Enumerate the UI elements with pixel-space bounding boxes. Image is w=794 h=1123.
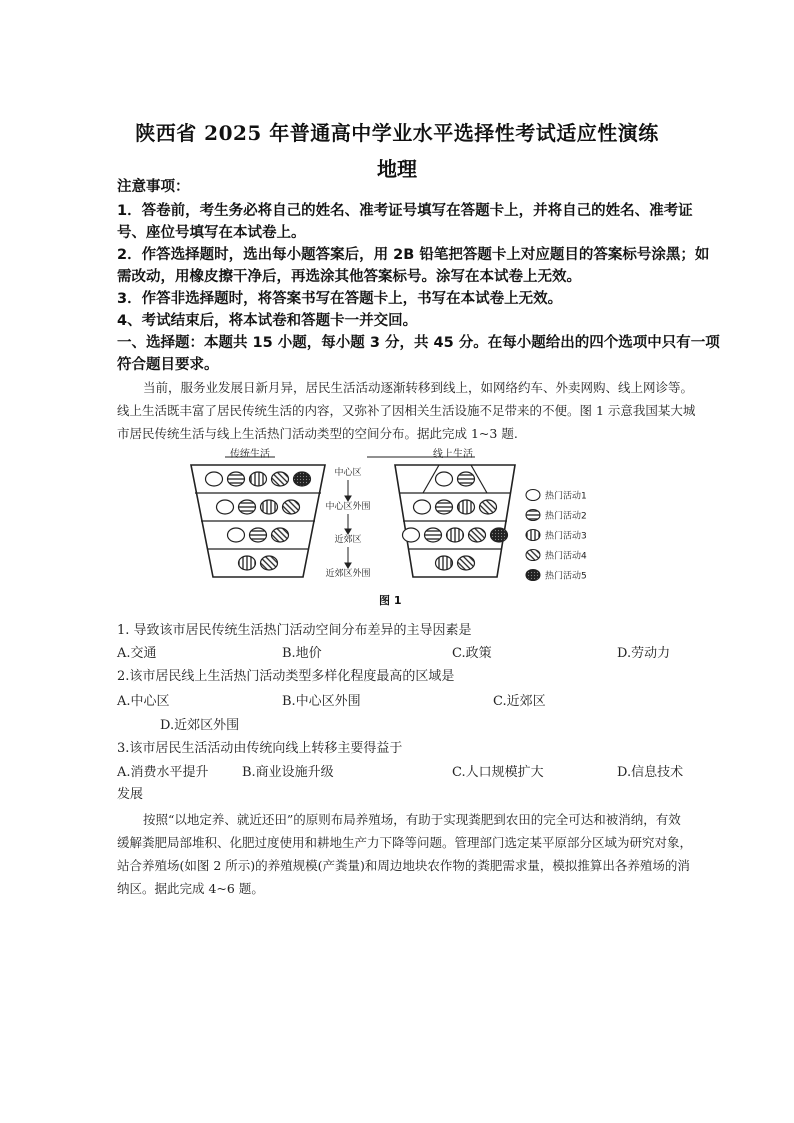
notice-heading: 注意事项：	[117, 179, 190, 195]
passage-line: 按照“以地定养、就近还田”的原则布局养殖场，有助于实现粪肥到农田的完全可达和被消纳，有效	[143, 812, 681, 827]
traditional-activity-marker	[228, 472, 245, 486]
traditional-activity-marker	[206, 472, 223, 486]
online-activity-marker	[436, 556, 453, 570]
left-title: 传统生活	[230, 449, 270, 460]
option: B.商业设施升级	[242, 765, 334, 780]
option-continuation: 发展	[117, 787, 144, 802]
exam-title: 陕西省 2025 年普通高中学业水平选择性考试适应性演练	[135, 121, 659, 145]
online-activity-marker	[458, 500, 475, 514]
subject-title: 地理	[377, 157, 417, 181]
question-stem: 1. 导致该市居民传统生活热门活动空间分布差异的主导因素是	[117, 623, 472, 638]
legend-label: 热门活动1	[545, 491, 587, 502]
notice-line: 2．作答选择题时，选出每小题答案后，用 2B 铅笔把答题卡上对应题目的答案标号涂黑；如	[117, 247, 710, 263]
right-title: 线上生活	[433, 449, 473, 460]
passage-line: 纳区。据此完成 4~6 题。	[117, 881, 264, 896]
legend-label: 热门活动3	[545, 531, 587, 542]
option: A.消费水平提升	[117, 765, 209, 780]
legend-swatch	[526, 530, 540, 541]
legend-label: 热门活动2	[545, 511, 587, 522]
online-activity-marker	[480, 500, 497, 514]
traditional-activity-marker	[272, 472, 289, 486]
notice-line: 号、座位号填写在本试卷上。	[117, 225, 306, 241]
option: C.政策	[452, 646, 492, 661]
option: A.交通	[117, 646, 157, 661]
notice-line: 需改动，用橡皮擦干净后，再选涂其他答案标号。涂写在本试卷上无效。	[117, 269, 581, 285]
legend-swatch	[526, 510, 540, 521]
section-heading: 一、选择题：本题共 15 小题，每小题 3 分，共 45 分。在每小题给出的四个选项中只有一项	[117, 335, 720, 351]
traditional-activity-marker	[272, 528, 289, 542]
legend-swatch	[526, 550, 540, 561]
option: A.中心区	[117, 694, 170, 709]
section-heading: 符合题目要求。	[117, 357, 219, 373]
online-activity-marker	[414, 500, 431, 514]
online-activity-marker	[458, 556, 475, 570]
notice-line: 3．作答非选择题时，将答案书写在答题卡上，书写在本试卷上无效。	[117, 291, 563, 307]
option: D.信息技术	[617, 765, 684, 780]
traditional-activity-marker	[239, 500, 256, 514]
zone-label: 近郊区	[334, 535, 362, 545]
traditional-activity-marker	[294, 472, 311, 486]
traditional-activity-marker	[250, 528, 267, 542]
traditional-activity-marker	[261, 500, 278, 514]
legend-swatch	[526, 570, 540, 581]
traditional-activity-marker	[283, 500, 300, 514]
traditional-activity-marker	[217, 500, 234, 514]
traditional-activity-marker	[261, 556, 278, 570]
option: B.地价	[282, 646, 322, 661]
option: D.劳动力	[617, 646, 671, 661]
online-activity-marker	[425, 528, 442, 542]
online-activity-marker	[491, 528, 508, 542]
online-activity-marker	[469, 528, 486, 542]
zone-label: 近郊区外围	[325, 569, 371, 579]
passage-line: 站合养殖场(如图 2 所示)的养殖规模(产粪量)和周边地块农作物的粪肥需求量，模拟推算出各养殖场的消	[117, 858, 690, 873]
passage-line: 当前，服务业发展日新月异，居民生活活动逐渐转移到线上，如网络约车、外卖网购、线上网诊等。	[143, 380, 694, 395]
passage-line: 缓解粪肥局部堆积、化肥过度使用和耕地生产力下降等问题。管理部门选定某平原部分区域为研究对象，	[117, 835, 693, 850]
notice-line: 4、考试结束后，将本试卷和答题卡一并交回。	[117, 313, 418, 329]
option: B.中心区外围	[282, 694, 361, 709]
traditional-activity-marker	[228, 528, 245, 542]
traditional-activity-marker	[250, 472, 267, 486]
online-activity-marker	[458, 472, 475, 486]
notice-line: 1．答卷前，考生务必将自己的姓名、准考证号填写在答题卡上，并将自己的姓名、准考证	[117, 203, 693, 219]
figure-caption: 图 1	[379, 594, 402, 607]
online-activity-marker	[436, 500, 453, 514]
option: C.人口规模扩大	[452, 765, 544, 780]
option: D.近郊区外围	[160, 718, 240, 733]
online-activity-marker	[403, 528, 420, 542]
online-activity-marker	[447, 528, 464, 542]
online-activity-marker	[436, 472, 453, 486]
passage-line: 市居民传统生活与线上生活热门活动类型的空间分布。据此完成 1~3 题.	[117, 426, 518, 441]
option: C.近郊区	[493, 694, 546, 709]
legend-swatch	[526, 490, 540, 501]
traditional-activity-marker	[239, 556, 256, 570]
zone-label: 中心区	[334, 468, 362, 478]
legend-label: 热门活动5	[545, 571, 587, 582]
passage-line: 线上生活既丰富了居民传统生活的内容，又弥补了因相关生活设施不足带来的不便。图 1 示意我国某大城	[117, 403, 696, 418]
legend-label: 热门活动4	[545, 551, 587, 562]
question-stem: 2.该市居民线上生活热门活动类型多样化程度最高的区域是	[117, 669, 455, 684]
figure-1	[185, 445, 605, 610]
zone-label: 中心区外围	[325, 502, 371, 512]
question-stem: 3.该市居民生活活动由传统向线上转移主要得益于	[117, 741, 403, 756]
